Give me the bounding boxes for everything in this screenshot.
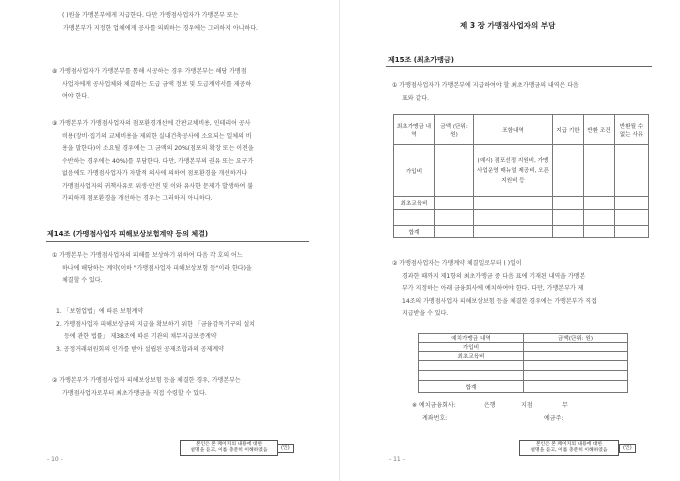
text-line: ⑨ 가맹본부가 가맹점사업자의 점포환경개선에 간판교체비용, 인테리어 공사: [52, 120, 251, 127]
table-cell: 가입비: [394, 145, 435, 197]
text-line: 지급받을 수 있다.: [402, 310, 449, 317]
text-line: 가맹본부가 지정한 업체에게 공사를 의뢰하는 경우에는 그러하지 아니하다.: [63, 24, 258, 32]
page-number: - 10 -: [47, 456, 63, 463]
table-cell[interactable]: [615, 210, 649, 226]
note-line: 본인은 본 페이지의 내용에 대한: [195, 442, 263, 447]
list-item: 3. 공정거래위원회의 인가를 받아 설립된 공제조합과의 공제계약: [56, 345, 224, 353]
table-header: 금액(단위: 원): [524, 334, 628, 343]
table-cell[interactable]: [435, 197, 474, 210]
note-line: 설명을 듣고, 이를 충분히 이해하였음: [190, 448, 268, 453]
page-number: - 11 -: [389, 456, 405, 463]
table-header: 포함내역: [474, 115, 553, 145]
table-cell: 최초교육비: [394, 197, 435, 210]
table-row: [419, 381, 628, 393]
table-cell[interactable]: [553, 210, 584, 226]
table-cell[interactable]: [524, 343, 628, 352]
table-row: [394, 145, 649, 197]
table-cell: 합계: [419, 381, 524, 393]
branch-type-label: 무: [562, 402, 568, 409]
text-line: ⑧ 가맹점사업자가 가맹본부를 통해 시공하는 경우 가맹본부는 해당 가맹점: [52, 68, 247, 75]
confirmation-note-box: [180, 440, 278, 456]
table-cell[interactable]: [584, 197, 615, 210]
table-header: 금액 (단위: 원): [435, 115, 474, 145]
text-line: 표와 같다.: [402, 94, 429, 102]
heading-rule: [46, 241, 309, 242]
text-line: 가맹점사업자의 귀책사유로 위생·안전 및 이와 유사한 문제가 발생하여 불: [62, 182, 254, 190]
table-row: [394, 210, 649, 226]
text-line: 수반하는 경우에는 40%)를 부담한다. 다만, 가맹본부의 권유 또는 요구가: [62, 157, 254, 165]
table-row: [394, 226, 649, 238]
text-line: 가피하게 점포환경을 개선하는 경우는 그러하지 아니하다.: [62, 195, 213, 202]
table-cell[interactable]: [474, 226, 553, 238]
account-number-label: 계좌번호:: [422, 415, 448, 422]
text-line: ② 가맹본부가 가맹점사업자 피해보상보험 등을 체결한 경우, 가맹본부는: [52, 377, 241, 384]
list-item: 1. 「보험업법」에 따른 보험계약: [56, 308, 144, 315]
text-line: 부가 지정하는 아래 금융회사에 예치하여야 한다. 다만, 가맹본부가 제: [402, 285, 584, 292]
table-cell[interactable]: [584, 145, 615, 197]
table-cell[interactable]: [524, 352, 628, 361]
para-art15-1: [392, 80, 579, 105]
text-line: 없음에도 가맹점사업자가 자발적 의사에 의하여 점포환경을 개선하거나: [62, 170, 248, 177]
text-line: 체결할 수 있다.: [62, 277, 103, 284]
table-header: 반환될 수 없는 사유: [615, 115, 649, 145]
heading-rule: [386, 66, 652, 67]
table-cell[interactable]: [615, 226, 649, 238]
para-item-8: [52, 66, 251, 104]
table-row: [419, 371, 628, 381]
signature-seal-box[interactable]: (인): [277, 444, 294, 453]
deposit-bank-line: [412, 400, 642, 413]
table-cell[interactable]: [419, 361, 524, 371]
para-art14-1: [52, 250, 252, 288]
para-top: [62, 10, 258, 35]
table-cell[interactable]: [394, 210, 435, 226]
table-header: 지급 기한: [553, 115, 584, 145]
table-row: [419, 361, 628, 371]
table-header: 반환 조건: [584, 115, 615, 145]
table-cell[interactable]: [524, 371, 628, 381]
para-item-9: [52, 118, 254, 206]
deposit-fee-table: [418, 333, 628, 393]
table-header: 예치가맹금 내역: [419, 334, 524, 343]
table-cell[interactable]: [553, 197, 584, 210]
chapter-title: 제 3 장 가맹점사업자의 부담: [460, 21, 556, 30]
table-cell[interactable]: [524, 381, 628, 393]
right-page: [340, 0, 680, 481]
table-cell[interactable]: [524, 361, 628, 371]
table-row: [419, 352, 628, 361]
bank-label: 은행: [484, 402, 496, 409]
table-cell: (예시) 점포선정 지원비, 가맹사업운영 매뉴얼 제공비, 오픈지원비 등: [474, 145, 553, 197]
table-cell[interactable]: [584, 226, 615, 238]
para-art14-2: [52, 375, 241, 400]
text-line: 14조의 가맹점사업자 피해보상보험 등을 체결한 경우에는 가맹본부가 직접: [402, 297, 597, 305]
article-15-title: 제15조 (최초가맹금): [388, 56, 454, 64]
note-line: 설명을 듣고, 이를 충분히 이해하였음: [530, 448, 608, 453]
table-cell[interactable]: [474, 197, 553, 210]
text-line: 하나에 해당하는 계약(이하 "가맹점사업자 피해보상보험 등"이라 한다)을: [62, 264, 252, 272]
branch-label: 지점: [521, 402, 533, 409]
table-cell[interactable]: [553, 226, 584, 238]
table-cell: 최초교육비: [419, 352, 524, 361]
note-line: 본인은 본 페이지의 내용에 대한: [535, 442, 603, 447]
table-cell[interactable]: [553, 145, 584, 197]
text-line: 용을 말한다)이 소요될 경우에는 그 금액의 20%(점포의 확장 또는 이전을: [62, 145, 254, 152]
text-line: ① 가맹점사업자가 가맹본부에 지급하여야 할 최초가맹금의 내역은 다음: [392, 82, 579, 89]
table-row: [419, 343, 628, 352]
text-line: 가맹점사업자로부터 최초가맹금을 직접 수령할 수 있다.: [62, 389, 207, 397]
deposit-bank-label: ※ 예치금융회사:: [412, 402, 456, 409]
article-14-title: 제14조 (가맹점사업자 피해보상보험계약 등의 체결): [47, 230, 209, 238]
text-line: ② 가맹점사업자는 가맹계약 체결일로부터 ( )일이: [392, 260, 522, 267]
table-cell[interactable]: [435, 145, 474, 197]
confirmation-note-box: [519, 440, 619, 456]
initial-fee-table: [393, 114, 649, 238]
table-cell[interactable]: [419, 371, 524, 381]
table-header-row: [419, 334, 628, 343]
table-header-row: [394, 115, 649, 145]
table-cell[interactable]: [615, 197, 649, 210]
table-cell: 가입비: [419, 343, 524, 352]
table-cell[interactable]: [435, 226, 474, 238]
table-cell[interactable]: [435, 210, 474, 226]
table-row: [394, 197, 649, 210]
text-line: ① 가맹본부는 가맹점사업자의 피해를 보상하기 위하여 다음 각 호의 어느: [52, 252, 243, 259]
text-line: 사업자에게 공사업체와 체결하는 도급 금액 정보 및 도급계약서를 제공하: [62, 80, 252, 88]
account-holder-label: 예금주:: [544, 415, 564, 422]
signature-seal-box[interactable]: (인): [619, 444, 636, 453]
list-item: 등에 관한 법률」 제38조에 따른 기관의 채무지급보증계약: [64, 333, 217, 340]
list-item: 2. 가맹점사업자 피해보상금의 지급을 확보하기 위한 「금융감독기구의 설치: [56, 320, 255, 328]
table-cell[interactable]: [474, 210, 553, 226]
table-cell[interactable]: [584, 210, 615, 226]
text-line: 경과한 때까지 제1항의 최초가맹금 중 다음 표에 기재된 내역을 가맹본: [402, 272, 586, 280]
table-header: 최초가맹금 내역: [394, 115, 435, 145]
table-cell: 합계: [394, 226, 435, 238]
list-items: [56, 306, 255, 356]
text-line: ( )원을 가맹본부에게 지급한다. 다만 가맹점사업자가 가맹본부 또는: [62, 12, 239, 19]
para-art15-2: [392, 258, 597, 321]
text-line: 비용(장비·집기의 교체비용을 제외한 실내건축공사에 소요되는 일체의 비: [62, 132, 252, 140]
deposit-account-line: [422, 413, 652, 426]
table-cell[interactable]: [615, 145, 649, 197]
text-line: 여야 한다.: [62, 93, 89, 100]
